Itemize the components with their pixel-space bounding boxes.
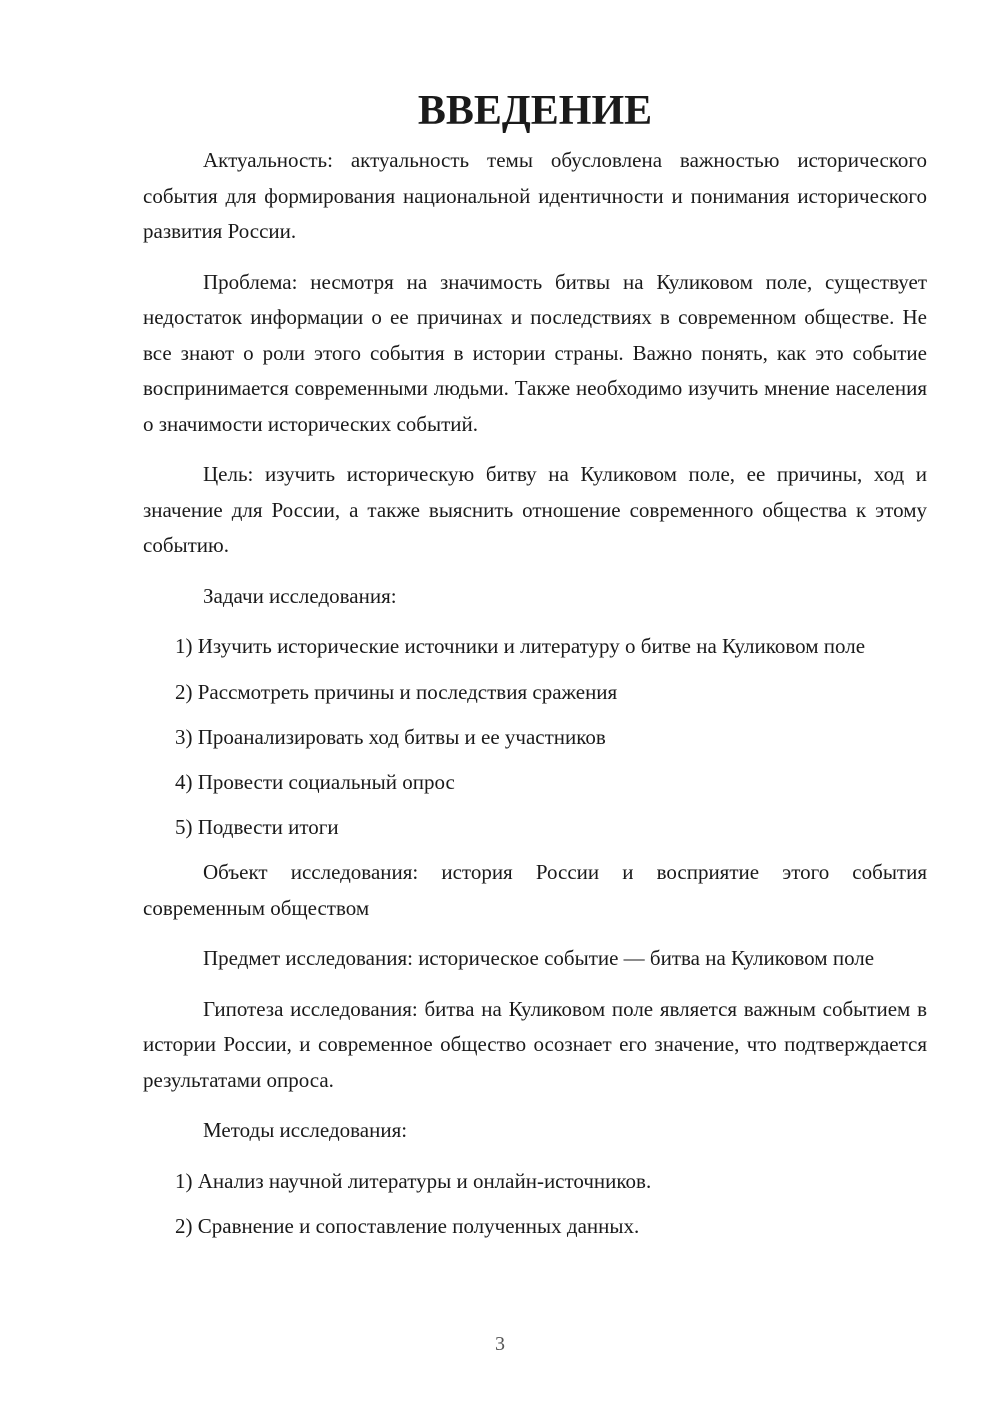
hypothesis-paragraph: Гипотеза исследования: битва на Куликовом поле является важным событием в истории России, и современное общество осознает его значение, что подтверждается результатами опроса. <box>143 996 927 1092</box>
task-item-1: 1) Изучить исторические источники и литературу о битве на Куликовом поле <box>175 634 866 658</box>
task-item-4: 4) Провести социальный опрос <box>175 770 455 794</box>
page-title: ВВЕДЕНИЕ <box>417 88 653 134</box>
method-item-2: 2) Сравнение и сопоставление полученных данных. <box>175 1213 640 1238</box>
task-item-3: 3) Проанализировать ход битвы и ее участников <box>175 725 606 749</box>
page-number: 3 <box>495 1333 505 1355</box>
task-item-2: 2) Рассмотреть причины и последствия сражения <box>175 680 618 704</box>
method-item-1: 1) Анализ научной литературы и онлайн-источников. <box>175 1168 652 1193</box>
object-paragraph: Объект исследования: история России и восприятие этого события современным обществом <box>143 860 927 920</box>
page-content <box>143 88 927 1254</box>
tasks-heading: Задачи исследования: <box>203 583 397 608</box>
task-item-5: 5) Подвести итоги <box>175 815 339 839</box>
relevance-paragraph: Актуальность: актуальность темы обусловлена важностью исторического события для формирования национальной идентичности и понимания исторического развития России. <box>143 148 927 243</box>
subject-paragraph: Предмет исследования: историческое событие — битва на Куликовом поле <box>203 946 875 970</box>
tasks-list <box>143 629 927 844</box>
problem-paragraph: Проблема: несмотря на значимость битвы на Куликовом поле, существует недостаток информации о ее причинах и последствиях в современном обществе. Не все знают о роли этого события в истории страны. Важно понять, как это событие воспринимается современными людьми. Также необходимо изучить мнение населения о значимости исторических событий. <box>143 269 927 436</box>
methods-list <box>143 1164 927 1243</box>
goal-paragraph: Цель: изучить историческую битву на Куликовом поле, ее причины, ход и значение для России, а также выяснить отношение современного общества к этому событию. <box>143 462 927 557</box>
methods-heading: Методы исследования: <box>203 1118 408 1142</box>
